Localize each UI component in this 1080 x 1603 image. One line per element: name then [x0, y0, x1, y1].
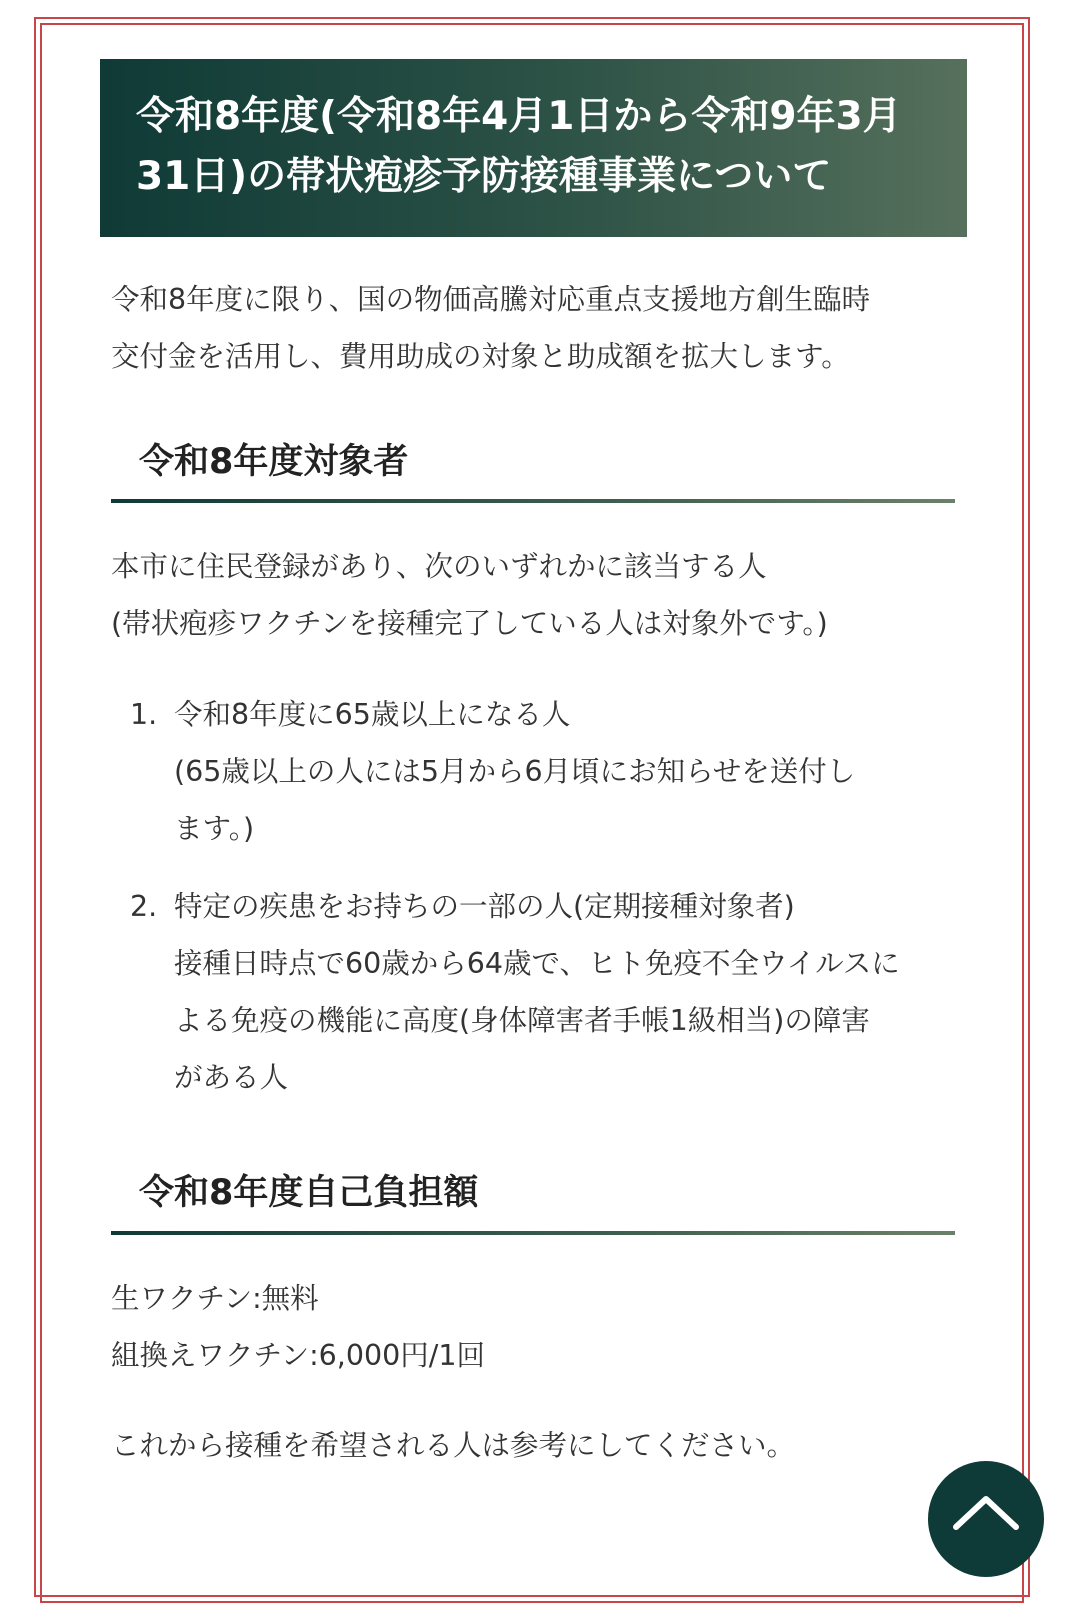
- page-title-line-1: 令和8年度(令和8年4月1日から令和9年3月: [136, 94, 902, 139]
- section-heading-targets: 令和8年度対象者: [139, 442, 409, 482]
- targets-intro-line-1: 本市に住民登録があり、次のいずれかに該当する人: [111, 550, 767, 583]
- targets-intro-line-2: (帯状疱疹ワクチンを接種完了している人は対象外です。): [111, 607, 828, 640]
- section-divider: [111, 1231, 955, 1235]
- list-item-number: 1.: [130, 698, 158, 731]
- list-item-line: 接種日時点で60歳から64歳で、ヒト免疫不全ウイルスに: [174, 947, 900, 980]
- cost-note: これから接種を希望される人は参考にしてください。: [111, 1429, 796, 1462]
- chevron-up-icon: [952, 1493, 1020, 1533]
- targets-intro: [111, 538, 828, 652]
- list-item-number: 2.: [130, 890, 158, 923]
- cost-live-vaccine: 生ワクチン:無料: [111, 1282, 319, 1315]
- intro-line-2: 交付金を活用し、費用助成の対象と助成額を拡大します。: [111, 340, 850, 373]
- list-item-line: よる免疫の機能に高度(身体障害者手帳1級相当)の障害: [174, 1004, 870, 1037]
- list-item-line: 令和8年度に65歳以上になる人: [174, 698, 571, 731]
- cost-recombinant-vaccine: 組換えワクチン:6,000円/1回: [111, 1339, 486, 1372]
- cost-list: [111, 1270, 485, 1384]
- scroll-to-top-button[interactable]: [928, 1461, 1044, 1577]
- intro-paragraph: [111, 271, 870, 385]
- list-item-line: がある人: [174, 1061, 289, 1094]
- list-item-line: (65歳以上の人には5月から6月頃にお知らせを送付し: [174, 755, 856, 788]
- intro-line-1: 令和8年度に限り、国の物価高騰対応重点支援地方創生臨時: [111, 283, 871, 316]
- page-title-line-2: 31日)の帯状疱疹予防接種事業について: [136, 154, 832, 199]
- list-item-body: [174, 686, 959, 857]
- section-heading-cost: 令和8年度自己負担額: [139, 1173, 479, 1213]
- section-divider: [111, 499, 955, 503]
- page-title: [100, 59, 967, 237]
- list-item-body: [174, 878, 959, 1106]
- list-item-line: ます。): [174, 812, 255, 845]
- list-item-line: 特定の疾患をお持ちの一部の人(定期接種対象者): [174, 890, 795, 923]
